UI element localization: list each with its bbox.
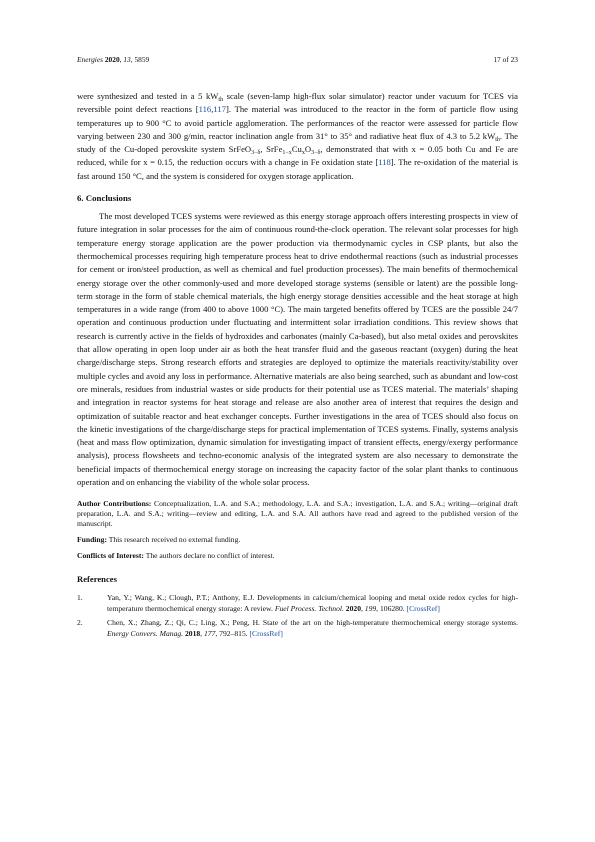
text-run: ]. The material was introduced to the reactor in the form of particle flow using temperatures up to 900 °C to avoid particle agglomeration. The performances of the reactor were assessed for particle flow varying between 230 and 300 g/min, reactor inclination angle from 31° to 35° and radiative heat flux of 4.3 to 5.2 kW (77, 104, 518, 141)
reference-text: Yan, Y.; Wang, K.; Clough, P.T.; Anthony, E.J. Developments in calcium/chemical looping and metal oxide redox cycles for high-temperature thermochemical energy storage: A review. (107, 593, 518, 613)
journal-volume: 13 (123, 55, 131, 64)
subscript: x (301, 150, 305, 157)
reference-year: 2018 (184, 628, 201, 638)
text-run: . The study of the Cu-doped perovskite system SrFeO (77, 130, 518, 155)
conflicts-statement (77, 551, 518, 561)
contrib-text: Conceptualization, L.A. and S.A.; methodology, L.A. and S.A.; investigation, L.A. and S.A.; writing—original draft preparation, L.A. and S.A.; writing—review and editing, L.A. and S.A. All authors have read and agreed to the published version of the manuscript. (77, 499, 518, 528)
reference-volume: 199 (364, 603, 377, 613)
reference-text: Chen, X.; Zhang, Z.; Qi, C.; Ling, X.; Peng, H. State of the art on the high-temperature thermochemical energy storage systems. (107, 618, 518, 628)
crossref-link[interactable]: [CrossRef] (406, 603, 440, 613)
text-run: , (211, 104, 214, 115)
text-run: O (304, 144, 312, 155)
page-header (77, 55, 518, 67)
citation-link[interactable]: 116 (198, 104, 212, 115)
subscript: 1−x (282, 150, 292, 157)
citation-link[interactable]: 117 (213, 104, 226, 115)
reference-item: 1. Yan, Y.; Wang, K.; Clough, P.T.; Anthony, E.J. Developments in calcium/chemical looping and metal oxide redox cycles for high-temperature thermochemical energy storage: A review. Fuel Process. Technol. 2020, 199, 106280. [CrossRef] (77, 593, 518, 613)
reference-journal: Energy Convers. Manag. (107, 628, 184, 638)
text-run: Cu (291, 144, 302, 155)
funding-text: This research received no external funding. (106, 534, 241, 544)
text-run: , SrFe (260, 144, 283, 155)
conclusions-paragraph: The most developed TCES systems were reviewed as this energy storage approach offers interesting prospects in view of future integration in solar processes for the aim of continuous round-the-clock operation. The relevant solar processes for high temperature energy storage application are the power production via thermodynamic cycles in CSP plants, but also the thermochemical processes requiring high temperature process heat to drive endothermal reactions (such as industrial processes for cement or iron/steel production, as well as chemical and fuel production processes). The main benefits of thermochemical energy storage over the other commonly-used and more developed storage systems (sensible or latent) are the possible long-term storage in the form of stable chemical materials, the high energy storage densities accessible and the heat storage at high temperatures in a wide range (from 400 to above 1000 °C). The main targeted benefits offered by TCES are the possible 24/7 operation and continuous production under fluctuating and intermittent solar irradiation conditions. This review shows that research is currently active in the fields of hydroxides and carbonates (mainly Ca-based), but also metal oxides and perovskites that allow operating in open loop under air as both the heat transfer fluid and the gaseous reactant (oxygen) during the heat charge/discharge steps. Strong research efforts and strategies are deployed to optimize the materials reactivity/stability over multiple cycles and avoid any loss in performance. Alternative materials are also being searched, such as abundant and low-cost ore minerals, residues from industrial wastes or side products for their potential use as TCES material. The materials’ shaping and integration in reactor systems for heat storage and release are also another area of interest that requires the design and optimization of suitable reactor and heat exchanger concepts. Further investigations in the area of TCES should also focus on the kinetic investigations of the charge/discharge steps for practical implementation of TCES systems. Finally, systems analysis (heat and mass flow optimization, dynamic simulation for investigating impact of transient effects, energy/exergy performance analysis), process flowsheets and techno-economic analysis of the integrated system are also necessary to demonstrate the beneficial impacts of thermochemical energy storage on increasing the capacity factor of the solar plant thanks to continuous operation and on enhancing the viability of the whole solar process. (77, 211, 518, 488)
intro-paragraph (77, 90, 518, 183)
author-contributions (77, 499, 518, 528)
reference-pages: , 106280. (376, 603, 407, 613)
text-run: ]. The re-oxidation of the material is fast around 150 °C, and the system is considered for oxygen storage application. (77, 157, 518, 181)
conflicts-label: Conflicts of Interest: (77, 550, 144, 560)
journal-name: Energies (77, 55, 103, 64)
main-content (77, 90, 518, 643)
subscript: 3−δ (251, 150, 261, 157)
contrib-label: Author Contributions: (77, 499, 152, 509)
funding-statement (77, 535, 518, 545)
conflicts-text: The authors declare no conflict of interest. (143, 550, 275, 560)
article-number: 5859 (134, 55, 150, 64)
section-heading: 6. Conclusions (77, 193, 132, 204)
crossref-link[interactable]: [CrossRef] (249, 628, 283, 638)
text-run: , demonstrated that with x = 0.05 both Cu and Fe are reduced, while for x = 0.15, the reduction occurs with a change in Fe oxidation state [ (77, 144, 518, 168)
citation-link[interactable]: 118 (378, 157, 391, 168)
funding-label: Funding: (77, 534, 107, 544)
journal-year: 2020 (104, 55, 120, 64)
reference-pages: , 792–815. (215, 628, 250, 638)
text-run: were synthesized and tested in a 5 kW (77, 91, 219, 101)
references-title: References (77, 574, 117, 585)
subscript: th (218, 97, 224, 103)
reference-journal: Fuel Process. Technol. (274, 603, 344, 613)
reference-year: 2020 (345, 603, 361, 613)
subscript: th (495, 136, 500, 143)
text-run: scale (seven-lamp high-flux solar simulator) reactor under vacuum for TCES via reversible point defect reactions [ (77, 91, 518, 115)
reference-item: 2. Chen, X.; Zhang, Z.; Qi, C.; Ling, X.; Peng, H. State of the art on the high-temperature thermochemical energy storage systems. Energy Convers. Manag. 2018, 177, 792–815. [CrossRef] (77, 618, 518, 638)
journal-citation: Energies 2020, 13, 5859 (77, 55, 150, 64)
reference-number: 1. (77, 593, 83, 603)
reference-volume: 177 (203, 628, 216, 638)
reference-number: 2. (77, 618, 83, 628)
subscript: 3−δ (311, 150, 321, 157)
page-number: 17 of 23 (493, 55, 518, 64)
